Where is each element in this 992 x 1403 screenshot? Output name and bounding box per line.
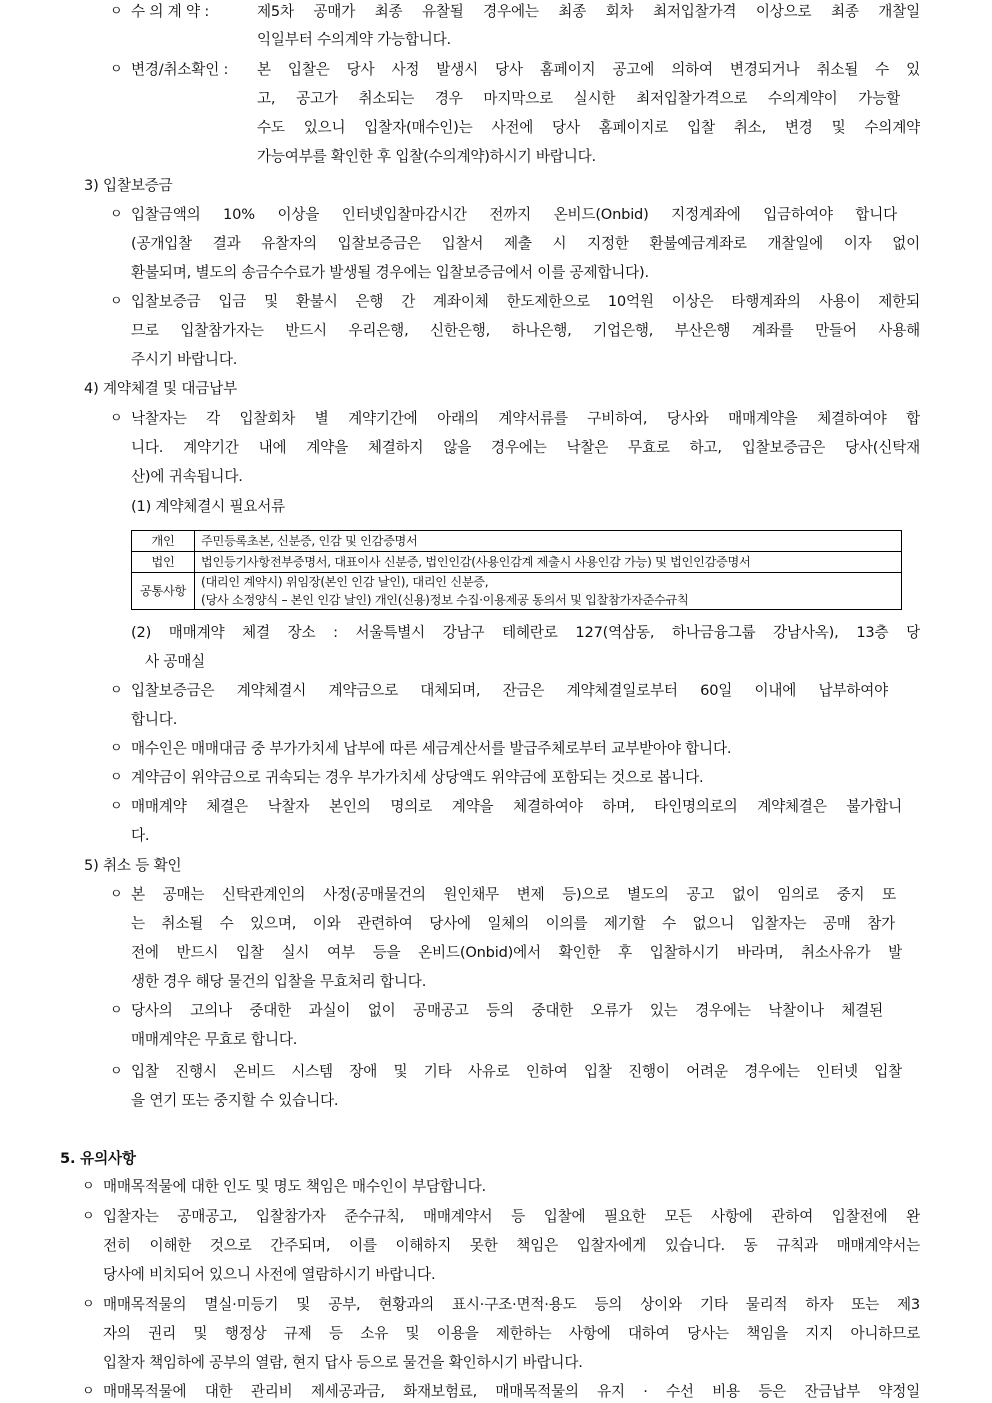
change-cancel-line: 고, 공고가 취소되는 경우 마지막으로 실시한 최저입찰가격으로 수의계약이 가능할 [257, 90, 900, 107]
bullet-marker: ㅇ [110, 770, 123, 785]
bullet-marker: ㅇ [110, 683, 123, 698]
table-row [132, 573, 902, 610]
bullet-marker: ㅇ [110, 1064, 123, 1079]
table-cell-line: (대리인 계약시) 위임장(본인 인감 날인), 대리인 신분증, [201, 575, 489, 589]
deposit-item-line: 주시기 바랍니다. [131, 351, 238, 368]
cancel-heading: 5) 취소 등 확인 [84, 857, 182, 874]
contract-item-line: 매매계약 체결은 낙찰자 본인의 명의로 계약을 체결하여야 하며, 타인명의로의 계약체결은 불가합니 [131, 798, 902, 815]
section-heading: 5. 유의사항 [60, 1150, 136, 1167]
notice-item-line: 매매목적물에 대한 관리비 제세공과금, 화재보험료, 매매목적물의 유지 · 수선 비용 등은 잔금납부 약정일 [103, 1383, 920, 1400]
notice-item-line: 매매목적물에 대한 인도 및 명도 책임은 매수인이 부담합니다. [103, 1178, 486, 1195]
contract-item-line: 합니다. [131, 711, 178, 728]
bullet-marker: ㅇ [110, 799, 123, 814]
contract-item-line: 계약금이 위약금으로 귀속되는 경우 부가가치세 상당액도 위약금에 포함되는 것으로 봅니다. [131, 769, 704, 786]
table-cell-category: 법인 [132, 552, 195, 573]
cancel-item-line: 는 취소될 수 있으며, 이와 관련하여 당사에 일체의 이의를 제기할 수 없으니 입찰자는 공매 참가 [131, 915, 895, 932]
cancel-item-line: 전에 반드시 입찰 실시 여부 등을 온비드(Onbid)에서 확인한 후 입찰하시기 바라며, 취소사유가 발 [131, 944, 902, 961]
contract-item-line: 다. [131, 827, 150, 844]
bullet-marker: ㅇ [110, 294, 123, 309]
bullet-marker: ㅇ [110, 1003, 123, 1018]
required-docs-subheading: (1) 계약체결시 필요서류 [131, 498, 286, 515]
table-cell-category: 공통사항 [132, 573, 195, 610]
contract-item-line: 매수인은 매매대금 중 부가가치세 납부에 따른 세금계산서를 발급주체로부터 교부받아야 합니다. [131, 740, 732, 757]
table-cell-category: 개인 [132, 531, 195, 552]
deposit-item-line: 환불되며, 별도의 송금수수료가 발생될 경우에는 입찰보증금에서 이를 공제합니다). [131, 264, 649, 281]
change-cancel-label: 변경/취소확인 : [131, 61, 229, 78]
contract-item-line: 낙찰자는 각 입찰회차 별 계약기간에 아래의 계약서류를 구비하여, 당사와 매매계약을 체결하여야 합 [131, 410, 920, 427]
table-row [132, 531, 902, 552]
table-cell-value: 법인등기사항전부증명서, 대표이사 신분증, 법인인감(사용인감계 제출시 사용인감 가능) 및 법인인감증명서 [195, 552, 902, 573]
contract-heading: 4) 계약체결 및 대금납부 [84, 380, 237, 397]
bullet-marker: ㅇ [110, 4, 123, 19]
bullet-marker: ㅇ [82, 1384, 95, 1399]
table-cell-value [195, 573, 902, 610]
required-docs-table [131, 530, 902, 610]
cancel-item-line: 생한 경우 해당 물건의 입찰을 무효처리 합니다. [131, 973, 427, 990]
bullet-marker: ㅇ [110, 62, 123, 77]
cancel-item-line: 을 연기 또는 중지할 수 있습니다. [131, 1092, 339, 1109]
contract-place-line: (2) 매매계약 체결 장소 : 서울특별시 강남구 테헤란로 127(역삼동, 하나금융그룹 강남사옥), 13층 당 [131, 624, 920, 641]
bullet-marker: ㅇ [110, 411, 123, 426]
deposit-heading: 3) 입찰보증금 [84, 177, 173, 194]
table-cell-line: (당사 소정양식 – 본인 인감 날인) 개인(신용)정보 수집·이용제공 동의서 및 입찰참가자준수규칙 [201, 593, 689, 607]
bullet-marker: ㅇ [110, 887, 123, 902]
deposit-item-line: 입찰금액의 10% 이상을 인터넷입찰마감시간 전까지 온비드(Onbid) 지정계좌에 입금하여야 합니다 [131, 206, 897, 223]
notice-item-line: 매매목적물의 멸실·미등기 및 공부, 현황과의 표시·구조·면적·용도 등의 상이와 기타 물리적 하자 또는 제3 [103, 1296, 920, 1313]
bullet-marker: ㅇ [110, 741, 123, 756]
table-row [132, 552, 902, 573]
contract-place-line: 사 공매실 [145, 653, 206, 670]
change-cancel-line: 본 입찰은 당사 사정 발생시 당사 홈페이지 공고에 의하여 변경되거나 취소될 수 있 [257, 61, 920, 78]
bullet-marker: ㅇ [82, 1179, 95, 1194]
notice-item-line: 전히 이해한 것으로 간주되며, 이를 이해하지 못한 책임은 입찰자에게 있습니다. 동 규칙과 매매계약서는 [103, 1237, 920, 1254]
bullet-marker: ㅇ [82, 1209, 95, 1224]
notice-item-line: 입찰자는 공매공고, 입찰참가자 준수규칙, 매매계약서 등 입찰에 필요한 모든 사항에 관하여 입찰전에 완 [103, 1208, 920, 1225]
change-cancel-line: 수도 있으니 입찰자(매수인)는 사전에 당사 홈페이지로 입찰 취소, 변경 및 수의계약 [257, 119, 920, 136]
negotiated-line: 익일부터 수의계약 가능합니다. [257, 31, 451, 48]
bullet-marker: ㅇ [110, 207, 123, 222]
negotiated-label: 수 의 계 약 : [131, 3, 210, 20]
deposit-item-line: 므로 입찰참가자는 반드시 우리은행, 신한은행, 하나은행, 기업은행, 부산은행 계좌를 만들어 사용해 [131, 322, 920, 339]
deposit-item-line: (공개입찰 결과 유찰자의 입찰보증금은 입찰서 제출 시 지정한 환불예금계좌로 개찰일에 이자 없이 [131, 235, 920, 252]
notice-item-line: 입찰자 책임하에 공부의 열람, 현지 답사 등으로 물건을 확인하시기 바랍니다. [103, 1354, 583, 1371]
bullet-marker: ㅇ [82, 1297, 95, 1312]
cancel-item-line: 당사의 고의나 중대한 과실이 없이 공매공고 등의 중대한 오류가 있는 경우에는 낙찰이나 체결된 [131, 1002, 883, 1019]
cancel-item-line: 입찰 진행시 온비드 시스템 장애 및 기타 사유로 인하여 입찰 진행이 어려운 경우에는 인터넷 입찰 [131, 1063, 902, 1080]
negotiated-line: 제5차 공매가 최종 유찰될 경우에는 최종 회차 최저입찰가격 이상으로 최종 개찰일 [257, 3, 920, 20]
contract-item-line: 산)에 귀속됩니다. [131, 468, 243, 485]
change-cancel-line: 가능여부를 확인한 후 입찰(수의계약)하시기 바랍니다. [257, 148, 596, 165]
table-cell-value: 주민등록초본, 신분증, 인감 및 인감증명서 [195, 531, 902, 552]
notice-item-line: 당사에 비치되어 있으니 사전에 열람하시기 바랍니다. [103, 1266, 436, 1283]
contract-item-line: 입찰보증금은 계약체결시 계약금으로 대체되며, 잔금은 계약체결일로부터 60일 이내에 납부하여야 [131, 682, 888, 699]
deposit-item-line: 입찰보증금 입금 및 환불시 은행 간 계좌이체 한도제한으로 10억원 이상은 타행계좌의 사용이 제한되 [131, 293, 920, 310]
contract-item-line: 니다. 계약기간 내에 계약을 체결하지 않을 경우에는 낙찰은 무효로 하고, 입찰보증금은 당사(신탁재 [131, 439, 920, 456]
cancel-item-line: 본 공매는 신탁관계인의 사정(공매물건의 원인채무 변제 등)으로 별도의 공고 없이 임의로 중지 또 [131, 886, 896, 903]
cancel-item-line: 매매계약은 무효로 합니다. [131, 1031, 298, 1048]
notice-item-line: 자의 권리 및 행정상 규제 등 소유 및 이용을 제한하는 사항에 대하여 당사는 책임을 지지 아니하므로 [103, 1325, 920, 1342]
